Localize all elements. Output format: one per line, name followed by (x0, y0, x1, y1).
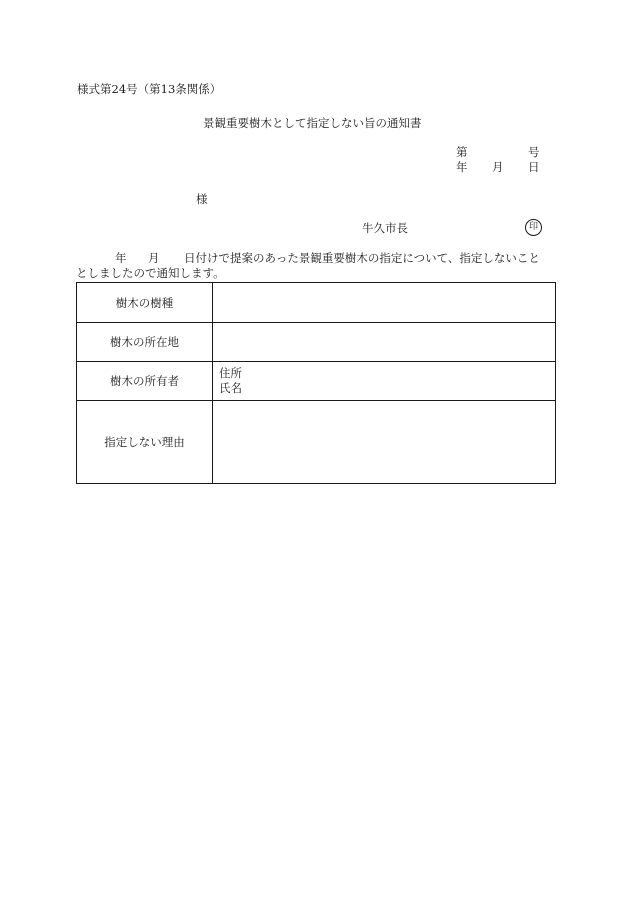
location-label: 樹木の所在地 (77, 323, 213, 362)
reason-label: 指定しない理由 (77, 401, 213, 484)
body-text-line-2: としましたので通知します。 (76, 266, 225, 280)
table-row-species (77, 283, 556, 323)
owner-name-label: 氏名 (219, 381, 242, 395)
table-row-owner (77, 362, 556, 401)
body-year: 年 (115, 251, 127, 265)
table-row-location (77, 323, 556, 362)
document-title: 景観重要樹木として指定しない旨の通知書 (203, 116, 422, 130)
date-year: 年 (456, 160, 468, 174)
sender-title: 牛久市長 (362, 221, 408, 235)
species-value[interactable] (213, 283, 556, 323)
owner-value[interactable] (213, 362, 556, 401)
body-text: 日付けで提案のあった景観重要樹木の指定について、指定しないこと (184, 251, 540, 265)
document-number-suffix: 号 (528, 145, 540, 159)
seal-mark: 印 (525, 219, 542, 236)
species-label: 樹木の樹種 (77, 283, 213, 323)
document-number-prefix: 第 (456, 145, 468, 159)
date-day: 日 (528, 160, 540, 174)
owner-label: 樹木の所有者 (77, 362, 213, 401)
recipient-honorific: 様 (196, 192, 208, 206)
body-month: 月 (148, 251, 160, 265)
reason-value[interactable] (213, 401, 556, 484)
table-row-reason (77, 401, 556, 484)
form-number: 様式第24号（第13条関係） (77, 82, 222, 96)
info-table (76, 282, 556, 484)
location-value[interactable] (213, 323, 556, 362)
owner-address-label: 住所 (219, 366, 242, 380)
date-month: 月 (492, 160, 504, 174)
